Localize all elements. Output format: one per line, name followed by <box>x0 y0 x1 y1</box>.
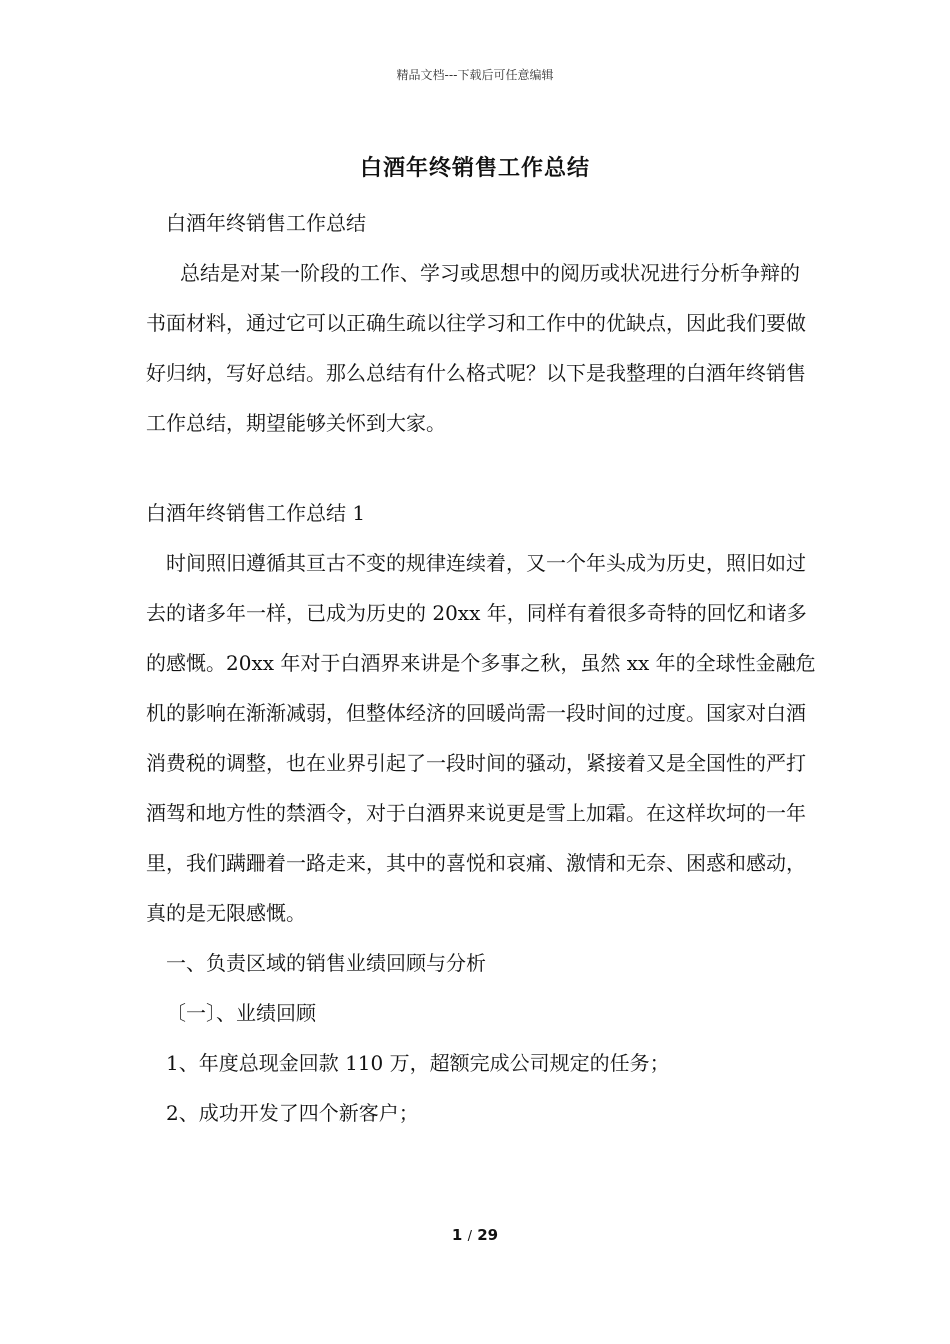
section-body-paragraph: 时间照旧遵循其亘古不变的规律连续着，又一个年头成为历史，照旧如过去的诸多年一样，已成为历史的 20xx 年，同样有着很多奇特的回忆和诸多的感慨。20xx 年对于白酒界来讲是个多事之秋，虽然 xx 年的全球性金融危机的影响在渐渐减弱，但整体经济的回暖尚需一段时间的过度。国家对白酒消费税的调整，也在业界引起了一段时间的骚动，紧接着又是全国性的严打酒驾和地方性的禁酒令，对于白酒界来说更是雪上加霜。在这样坎坷的一年里，我们蹒跚着一路走来，其中的喜悦和哀痛、激情和无奈、困惑和感动，真的是无限感慨。 <box>146 551 816 925</box>
section-heading: 白酒年终销售工作总结 1 <box>146 501 366 525</box>
page-number-footer <box>0 1226 950 1244</box>
list-item: 2、成功开发了四个新客户； <box>166 1101 419 1125</box>
document-title: 白酒年终销售工作总结 <box>359 155 590 181</box>
total-pages-number: 29 <box>477 1226 499 1244</box>
paragraph-gap <box>146 448 816 488</box>
current-page-number: 1 <box>451 1226 463 1244</box>
document-body <box>146 198 816 1138</box>
heading-level-2: 〔一〕、业绩回顾 <box>166 1001 316 1025</box>
page-separator: / <box>467 1229 472 1244</box>
intro-paragraph: 总结是对某一阶段的工作、学习或思想中的阅历或状况进行分析争辩的书面材料，通过它可以正确生疏以往学习和工作中的优缺点，因此我们要做好归纳，写好总结。那么总结有什么格式呢？以下是我整理的白酒年终销售工作总结，期望能够关怀到大家。 <box>146 261 806 435</box>
subtitle-paragraph: 白酒年终销售工作总结 <box>166 211 366 235</box>
page-header: 精品文档---下载后可任意编辑 <box>396 68 554 82</box>
heading-level-1: 一、负责区域的销售业绩回顾与分析 <box>166 951 486 975</box>
list-item: 1、年度总现金回款 110 万，超额完成公司规定的任务； <box>166 1051 670 1075</box>
